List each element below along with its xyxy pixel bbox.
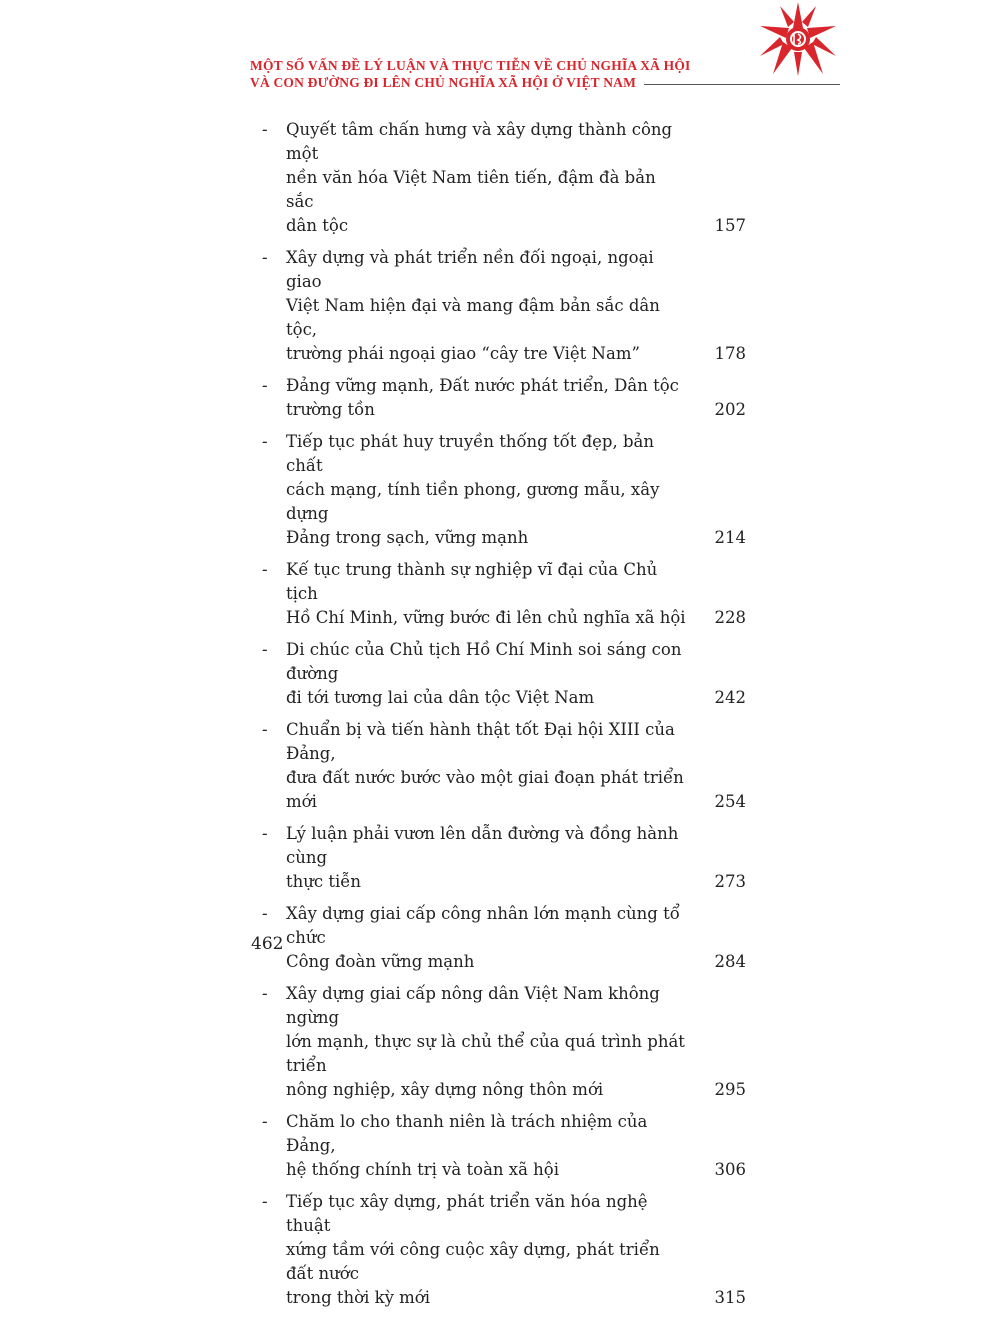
toc-entry-dash: - bbox=[262, 640, 268, 659]
toc-entry-title bbox=[286, 374, 686, 422]
toc-entry-title bbox=[286, 1110, 686, 1182]
toc-entry-title-line: Quyết tâm chấn hưng và xây dựng thành công một bbox=[286, 120, 673, 163]
toc-entry-page-number: 295 bbox=[714, 1080, 746, 1099]
toc-entry-dash: - bbox=[262, 120, 268, 139]
toc-entry-title-line: Đảng trong sạch, vững mạnh bbox=[286, 528, 529, 547]
toc-entry-title bbox=[286, 118, 686, 238]
emblem-star-ray bbox=[793, 2, 803, 28]
toc-entry-page-number: 284 bbox=[714, 952, 746, 971]
toc-entry-title bbox=[286, 718, 686, 814]
toc-entry-title-line: Xây dựng và phát triển nền đối ngoại, ngoại giao bbox=[286, 248, 654, 291]
toc-entry-title-line: Xây dựng giai cấp công nhân lớn mạnh cùng tổ chức bbox=[286, 904, 680, 947]
emblem-star-ray bbox=[802, 6, 816, 27]
toc-entry-page-number: 214 bbox=[714, 528, 746, 547]
toc-entry bbox=[262, 374, 746, 422]
emblem-star-ray bbox=[807, 26, 836, 38]
toc-entry-page-number: 254 bbox=[714, 792, 746, 811]
toc-entry-title-line: Tiếp tục phát huy truyền thống tốt đẹp, bản chất bbox=[286, 432, 654, 475]
toc-entry-page-number: 228 bbox=[714, 608, 746, 627]
emblem-star-ray bbox=[760, 26, 789, 38]
toc-entry-page-number: 315 bbox=[714, 1288, 746, 1307]
emblem-center bbox=[786, 27, 810, 51]
toc-entry-dash: - bbox=[262, 248, 268, 267]
toc-entry-title-line: trong thời kỳ mới bbox=[286, 1288, 431, 1307]
toc-entry-title-line: xứng tầm với công cuộc xây dựng, phát triển đất nước bbox=[286, 1240, 660, 1283]
toc-entry-title-line: trường tồn bbox=[286, 400, 375, 419]
toc-entry-title bbox=[286, 430, 686, 550]
table-of-contents bbox=[262, 118, 746, 1318]
toc-entry-title-line: thực tiễn bbox=[286, 872, 362, 891]
toc-entry bbox=[262, 822, 746, 894]
toc-entry-page-number: 157 bbox=[714, 216, 746, 235]
toc-entry-title-line: Kế tục trung thành sự nghiệp vĩ đại của Chủ tịch bbox=[286, 560, 658, 603]
toc-entry-title-line: dân tộc bbox=[286, 216, 349, 235]
toc-entry bbox=[262, 718, 746, 814]
page-number: 462 bbox=[251, 934, 284, 954]
toc-entry-page-number: 242 bbox=[714, 688, 746, 707]
toc-entry-dash: - bbox=[262, 824, 268, 843]
toc-entry-title-line: nông nghiệp, xây dựng nông thôn mới bbox=[286, 1080, 604, 1099]
toc-entry bbox=[262, 558, 746, 630]
toc-entry-title-line: Xây dựng giai cấp nông dân Việt Nam không ngừng bbox=[286, 984, 660, 1027]
running-header bbox=[250, 57, 840, 91]
toc-entry-title bbox=[286, 982, 686, 1102]
toc-entry-title-line: Di chúc của Chủ tịch Hồ Chí Minh soi sáng con đường bbox=[286, 640, 682, 683]
emblem-star-ray bbox=[780, 6, 794, 27]
toc-entry-page-number: 202 bbox=[714, 400, 746, 419]
header-rule bbox=[644, 84, 840, 85]
toc-entry-title bbox=[286, 822, 686, 894]
toc-entry-dash: - bbox=[262, 984, 268, 1003]
toc-entry-title bbox=[286, 902, 686, 974]
toc-entry-title-line: Chăm lo cho thanh niên là trách nhiệm của Đảng, bbox=[286, 1112, 648, 1155]
toc-entry-title bbox=[286, 558, 686, 630]
toc-entry bbox=[262, 982, 746, 1102]
toc-entry-title-line: Tiếp tục xây dựng, phát triển văn hóa nghệ thuật bbox=[286, 1192, 648, 1235]
toc-entry-title-line: Việt Nam hiện đại và mang đậm bản sắc dân tộc, bbox=[286, 296, 660, 339]
emblem-star-ray bbox=[794, 52, 802, 76]
toc-entry-title-line: đưa đất nước bước vào một giai đoạn phát triển mới bbox=[286, 768, 684, 811]
running-header-row-2 bbox=[250, 74, 840, 91]
toc-entry-title-line: lớn mạnh, thực sự là chủ thể của quá trình phát triển bbox=[286, 1032, 685, 1075]
toc-entry-title-line: trường phái ngoại giao “cây tre Việt Nam” bbox=[286, 344, 640, 363]
toc-entry bbox=[262, 1110, 746, 1182]
toc-entry bbox=[262, 118, 746, 238]
toc-entry-dash: - bbox=[262, 720, 268, 739]
toc-entry-title-line: Công đoàn vững mạnh bbox=[286, 952, 475, 971]
toc-entry bbox=[262, 902, 746, 974]
toc-entry-title bbox=[286, 246, 686, 366]
toc-entry-title bbox=[286, 638, 686, 710]
running-header-line-2: VÀ CON ĐƯỜNG ĐI LÊN CHỦ NGHĨA XÃ HỘI Ở VIỆT NAM bbox=[250, 75, 637, 90]
toc-entry-title-line: nền văn hóa Việt Nam tiên tiến, đậm đà bản sắc bbox=[286, 168, 656, 211]
toc-entry-title-line: Hồ Chí Minh, vững bước đi lên chủ nghĩa xã hội bbox=[286, 608, 686, 627]
toc-entry bbox=[262, 246, 746, 366]
toc-entry-page-number: 306 bbox=[714, 1160, 746, 1179]
toc-entry-page-number: 273 bbox=[714, 872, 746, 891]
toc-entry-title-line: Chuẩn bị và tiến hành thật tốt Đại hội XIII của Đảng, bbox=[286, 720, 675, 763]
toc-entry-dash: - bbox=[262, 1112, 268, 1131]
toc-entry-dash: - bbox=[262, 376, 268, 395]
party-star-emblem-icon bbox=[758, 0, 838, 76]
toc-entry-dash: - bbox=[262, 432, 268, 451]
toc-entry-title-line: cách mạng, tính tiền phong, gương mẫu, xây dựng bbox=[286, 480, 660, 523]
toc-entry bbox=[262, 430, 746, 550]
toc-entry-page-number: 178 bbox=[714, 344, 746, 363]
toc-entry-title-line: hệ thống chính trị và toàn xã hội bbox=[286, 1160, 560, 1179]
toc-entry-title bbox=[286, 1190, 686, 1310]
toc-entry-title-line: Lý luận phải vươn lên dẫn đường và đồng hành cùng bbox=[286, 824, 679, 867]
toc-entry-dash: - bbox=[262, 1192, 268, 1211]
running-header-line-1: MỘT SỐ VẤN ĐỀ LÝ LUẬN VÀ THỰC TIỄN VỀ CHỦ NGHĨA XÃ HỘI bbox=[250, 58, 691, 73]
toc-entry bbox=[262, 1190, 746, 1310]
toc-entry bbox=[262, 638, 746, 710]
toc-entry-dash: - bbox=[262, 560, 268, 579]
toc-entry-title-line: đi tới tương lai của dân tộc Việt Nam bbox=[286, 688, 595, 707]
toc-entry-dash: - bbox=[262, 904, 268, 923]
toc-entry-title-line: Đảng vững mạnh, Đất nước phát triển, Dân tộc bbox=[286, 376, 679, 395]
